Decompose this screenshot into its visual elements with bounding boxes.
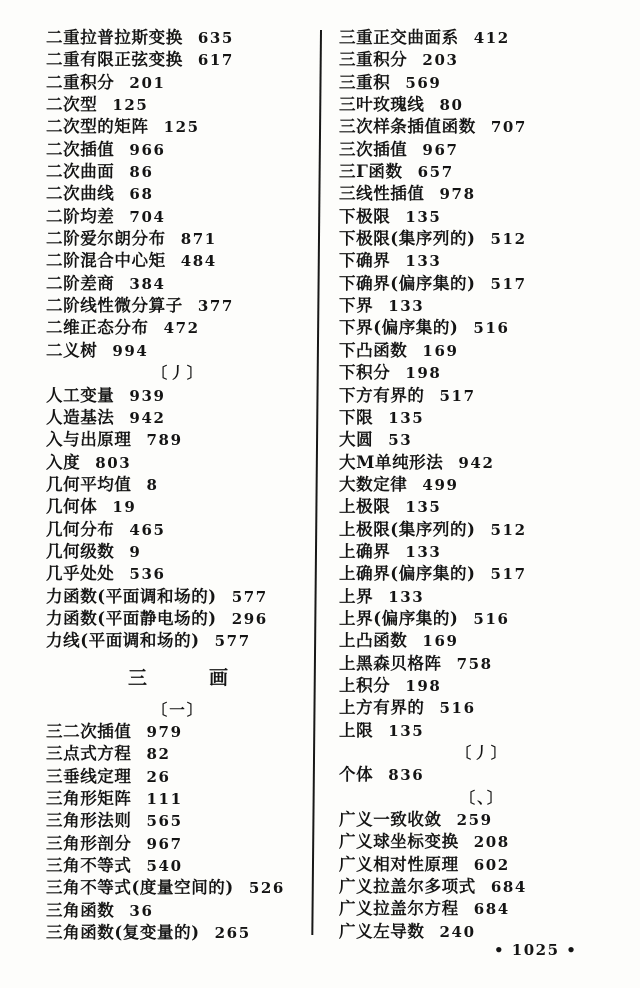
entry-page-number: 135 xyxy=(405,498,442,517)
index-entry xyxy=(339,697,625,719)
index-entry xyxy=(339,340,625,362)
entry-term: 下积分 xyxy=(339,363,391,383)
entry-term: 二阶爱尔朗分布 xyxy=(46,229,166,249)
entry-page-number: 577 xyxy=(214,632,251,651)
entry-term: 三角形矩阵 xyxy=(46,789,132,808)
index-entry xyxy=(339,474,625,496)
index-entry xyxy=(339,653,625,675)
entry-term: 三次插值 xyxy=(339,139,408,159)
index-entry xyxy=(46,27,310,49)
entry-page-number: 942 xyxy=(458,453,495,472)
index-entry xyxy=(46,116,310,138)
index-entry xyxy=(339,608,625,630)
entry-term: 大M单纯形法 xyxy=(339,452,444,472)
entry-term: 力线(平面调和场的) xyxy=(46,631,200,651)
index-entry xyxy=(46,94,310,116)
entry-term: 三Γ函数 xyxy=(339,162,403,182)
index-entry xyxy=(339,385,625,407)
index-entry xyxy=(339,630,625,652)
entry-page-number: 758 xyxy=(456,654,493,673)
index-entry xyxy=(46,743,310,765)
entry-term: 广义拉盖尔多项式 xyxy=(339,877,476,897)
entry-term: 二阶均差 xyxy=(46,206,115,226)
entry-term: 下确界 xyxy=(339,251,391,271)
index-entry xyxy=(339,429,625,451)
entry-page-number: 966 xyxy=(129,140,166,159)
index-entry xyxy=(339,720,625,742)
entry-page-number: 602 xyxy=(473,855,510,874)
entry-page-number: 133 xyxy=(388,587,425,606)
entry-term: 上黑森贝格阵 xyxy=(339,653,442,673)
entry-term: 下限 xyxy=(339,407,374,427)
entry-page-number: 265 xyxy=(214,924,251,943)
index-entry xyxy=(46,228,310,250)
entry-term: 几何平均值 xyxy=(46,474,132,494)
stroke-count-char: 三 xyxy=(127,666,147,689)
entry-page-number: 803 xyxy=(95,453,132,472)
column-divider-rule xyxy=(311,30,322,935)
index-entry xyxy=(46,317,310,339)
entry-term: 三角函数(复变量的) xyxy=(46,923,200,943)
entry-term: 三垂线定理 xyxy=(46,766,132,786)
entry-term: 大圆 xyxy=(339,430,374,450)
index-entry xyxy=(46,922,310,944)
index-entry xyxy=(46,49,310,71)
entry-term: 广义一致收敛 xyxy=(339,810,442,830)
index-entry xyxy=(339,72,625,94)
entry-page-number: 540 xyxy=(146,857,183,876)
entry-page-number: 536 xyxy=(129,565,166,584)
entry-page-number: 517 xyxy=(490,274,527,293)
entry-page-number: 19 xyxy=(112,498,137,517)
radical-section-header: 〔、〕 xyxy=(459,787,505,807)
entry-page-number: 125 xyxy=(163,118,200,137)
index-entry xyxy=(339,228,625,250)
index-entry xyxy=(339,295,625,317)
entry-page-number: 517 xyxy=(490,565,527,584)
entry-page-number: 133 xyxy=(405,542,442,561)
entry-page-number: 8 xyxy=(146,475,159,494)
entry-term: 二阶混合中心矩 xyxy=(46,251,166,271)
entry-term: 二维正态分布 xyxy=(46,318,149,338)
entry-page-number: 80 xyxy=(439,96,464,115)
index-entry xyxy=(339,764,625,786)
entry-page-number: 516 xyxy=(473,609,510,628)
entry-page-number: 517 xyxy=(439,386,476,405)
entry-page-number: 198 xyxy=(405,676,442,695)
entry-term: 上界(偏序集的) xyxy=(339,608,459,628)
index-entry xyxy=(46,407,310,429)
entry-page-number: 68 xyxy=(129,185,154,204)
index-entry xyxy=(339,273,625,295)
entry-term: 人造基法 xyxy=(46,407,115,427)
index-entry xyxy=(339,854,625,876)
entry-term: 上积分 xyxy=(339,675,391,695)
page-number: • 1025 • xyxy=(494,941,578,959)
index-entry xyxy=(339,27,625,49)
index-entry xyxy=(339,809,625,831)
entry-term: 几何体 xyxy=(46,497,98,517)
entry-page-number: 526 xyxy=(248,879,285,898)
entry-term: 力函数(平面静电场的) xyxy=(46,608,217,628)
entry-page-number: 135 xyxy=(388,408,425,427)
index-entry xyxy=(339,317,625,339)
entry-term: 下界 xyxy=(339,296,374,316)
index-entry xyxy=(339,675,625,697)
index-entry xyxy=(46,519,310,541)
entry-term: 上凸函数 xyxy=(339,631,408,651)
entry-page-number: 412 xyxy=(473,29,510,47)
entry-page-number: 871 xyxy=(180,230,217,249)
entry-page-number: 169 xyxy=(422,341,459,360)
index-entry xyxy=(339,563,625,585)
entry-term: 上限 xyxy=(339,720,374,740)
index-entry xyxy=(46,206,310,228)
entry-term: 二次型的矩阵 xyxy=(46,117,149,137)
entry-term: 二次插值 xyxy=(46,139,115,159)
index-entry xyxy=(339,586,625,608)
entry-term: 三角不等式 xyxy=(46,856,132,876)
index-entry xyxy=(46,139,310,161)
index-entry xyxy=(339,921,625,943)
stroke-count-heading xyxy=(46,653,310,699)
index-entry xyxy=(46,250,310,272)
entry-page-number: 979 xyxy=(146,722,183,741)
entry-page-number: 565 xyxy=(146,812,183,831)
entry-page-number: 472 xyxy=(163,319,200,338)
index-entry xyxy=(46,429,310,451)
index-entry xyxy=(339,407,625,429)
entry-page-number: 9 xyxy=(129,542,142,561)
entry-term: 力函数(平面调和场的) xyxy=(46,586,217,606)
entry-page-number: 939 xyxy=(129,386,166,405)
entry-term: 三角函数 xyxy=(46,900,115,920)
index-entry xyxy=(46,900,310,922)
entry-page-number: 208 xyxy=(473,833,510,852)
entry-term: 三线性插值 xyxy=(339,184,425,204)
entry-page-number: 125 xyxy=(112,96,149,115)
entry-page-number: 978 xyxy=(439,185,476,204)
index-entry xyxy=(339,139,625,161)
entry-term: 上极限(集序列的) xyxy=(339,519,476,539)
entry-page-number: 967 xyxy=(146,834,183,853)
entry-page-number: 836 xyxy=(388,766,425,785)
entry-term: 二重有限正弦变换 xyxy=(46,50,183,70)
index-entry xyxy=(46,273,310,295)
entry-term: 下确界(偏序集的) xyxy=(339,273,476,293)
index-entry xyxy=(46,810,310,832)
index-entry xyxy=(46,833,310,855)
entry-term: 三角形剖分 xyxy=(46,833,132,853)
entry-page-number: 512 xyxy=(490,520,527,539)
index-entry xyxy=(46,855,310,877)
index-entry xyxy=(339,116,625,138)
entry-term: 上界 xyxy=(339,586,374,606)
entry-term: 广义左导数 xyxy=(339,921,425,941)
entry-term: 几何分布 xyxy=(46,519,115,539)
entry-page-number: 635 xyxy=(197,29,234,47)
index-entry xyxy=(339,161,625,183)
entry-term: 下极限(集序列的) xyxy=(339,229,476,249)
entry-page-number: 240 xyxy=(439,922,476,941)
entry-page-number: 512 xyxy=(490,230,527,249)
index-entry xyxy=(46,340,310,362)
entry-term: 二阶差商 xyxy=(46,273,115,293)
entry-page-number: 135 xyxy=(405,207,442,226)
entry-page-number: 967 xyxy=(422,140,459,159)
entry-page-number: 135 xyxy=(388,721,425,740)
entry-term: 人工变量 xyxy=(46,385,115,405)
index-entry xyxy=(46,474,310,496)
index-entry xyxy=(46,72,310,94)
entry-page-number: 296 xyxy=(231,609,268,628)
entry-term: 三重积 xyxy=(339,72,391,92)
index-entry xyxy=(46,563,310,585)
index-entry xyxy=(339,206,625,228)
index-entry xyxy=(46,877,310,899)
index-entry xyxy=(339,541,625,563)
entry-term: 三重积分 xyxy=(339,50,408,70)
radical-section-header: 〔丿〕 xyxy=(151,363,205,383)
entry-term: 下凸函数 xyxy=(339,340,408,360)
index-column-left xyxy=(46,27,310,944)
entry-page-number: 684 xyxy=(490,878,527,897)
entry-page-number: 259 xyxy=(456,811,493,830)
index-entry xyxy=(46,586,310,608)
entry-page-number: 516 xyxy=(439,699,476,718)
entry-term: 上极限 xyxy=(339,497,391,517)
entry-page-number: 657 xyxy=(417,163,454,182)
entry-page-number: 617 xyxy=(197,51,234,70)
index-entry xyxy=(339,831,625,853)
entry-term: 二义树 xyxy=(46,340,98,360)
entry-term: 二次曲面 xyxy=(46,162,115,182)
index-entry xyxy=(46,721,310,743)
index-entry xyxy=(46,183,310,205)
entry-page-number: 569 xyxy=(405,73,442,92)
index-entry xyxy=(339,362,625,384)
stroke-count-char: 画 xyxy=(209,666,229,689)
entry-term: 下界(偏序集的) xyxy=(339,318,459,338)
index-entry xyxy=(46,766,310,788)
index-entry xyxy=(46,452,310,474)
index-entry xyxy=(46,541,310,563)
entry-term: 三叶玫瑰线 xyxy=(339,95,425,115)
entry-page-number: 133 xyxy=(388,297,425,316)
entry-page-number: 516 xyxy=(473,319,510,338)
index-entry xyxy=(46,788,310,810)
entry-page-number: 82 xyxy=(146,745,171,764)
index-entry xyxy=(339,898,625,920)
index-entry xyxy=(339,250,625,272)
entry-page-number: 36 xyxy=(129,901,154,920)
entry-page-number: 198 xyxy=(405,364,442,383)
index-entry xyxy=(339,496,625,518)
entry-page-number: 203 xyxy=(422,51,459,70)
entry-page-number: 484 xyxy=(180,252,217,271)
entry-term: 广义球坐标变换 xyxy=(339,832,459,852)
entry-term: 几乎处处 xyxy=(46,564,115,584)
index-entry xyxy=(46,496,310,518)
index-entry xyxy=(339,519,625,541)
entry-term: 上确界 xyxy=(339,541,391,561)
entry-term: 三重正交曲面系 xyxy=(339,28,459,47)
index-entry xyxy=(339,183,625,205)
entry-page-number: 169 xyxy=(422,632,459,651)
entry-page-number: 684 xyxy=(473,900,510,919)
entry-page-number: 86 xyxy=(129,163,154,182)
entry-page-number: 26 xyxy=(146,767,171,786)
radical-section-header: 〔丿〕 xyxy=(455,743,509,762)
entry-page-number: 704 xyxy=(129,207,166,226)
entry-page-number: 577 xyxy=(231,587,268,606)
entry-term: 入与出原理 xyxy=(46,430,132,450)
index-entry xyxy=(339,452,625,474)
index-entry xyxy=(339,94,625,116)
entry-page-number: 499 xyxy=(422,475,459,494)
radical-section-header: 〔一〕 xyxy=(151,699,205,719)
entry-term: 广义相对性原理 xyxy=(339,854,459,874)
index-entry xyxy=(339,876,625,898)
index-entry xyxy=(46,630,310,652)
index-entry xyxy=(46,385,310,407)
entry-term: 二次型 xyxy=(46,95,98,115)
entry-term: 上方有界的 xyxy=(339,698,425,718)
entry-term: 三次样条插值函数 xyxy=(339,117,476,137)
entry-page-number: 133 xyxy=(405,252,442,271)
entry-page-number: 377 xyxy=(197,297,234,316)
entry-page-number: 942 xyxy=(129,408,166,427)
entry-term: 二次曲线 xyxy=(46,184,115,204)
index-entry xyxy=(339,49,625,71)
entry-term: 入度 xyxy=(46,452,81,472)
entry-page-number: 789 xyxy=(146,431,183,450)
entry-page-number: 465 xyxy=(129,520,166,539)
entry-page-number: 111 xyxy=(146,790,183,808)
entry-term: 二重拉普拉斯变换 xyxy=(46,28,183,47)
entry-term: 三角不等式(度量空间的) xyxy=(46,878,234,898)
entry-page-number: 707 xyxy=(490,118,527,137)
entry-term: 三二次插值 xyxy=(46,721,132,741)
entry-term: 二重积分 xyxy=(46,72,115,92)
entry-page-number: 53 xyxy=(388,431,413,450)
entry-page-number: 384 xyxy=(129,274,166,293)
index-column-right xyxy=(339,27,625,943)
entry-page-number: 201 xyxy=(129,73,166,92)
index-entry xyxy=(46,161,310,183)
index-entry xyxy=(46,608,310,630)
entry-term: 上确界(偏序集的) xyxy=(339,564,476,584)
entry-term: 几何级数 xyxy=(46,541,115,561)
entry-term: 二阶线性微分算子 xyxy=(46,296,183,316)
entry-term: 大数定律 xyxy=(339,474,408,494)
entry-term: 下方有界的 xyxy=(339,385,425,405)
entry-term: 三点式方程 xyxy=(46,744,132,764)
entry-term: 广义拉盖尔方程 xyxy=(339,899,459,919)
entry-term: 个体 xyxy=(339,765,374,785)
entry-term: 三角形法则 xyxy=(46,811,132,831)
entry-term: 下极限 xyxy=(339,206,391,226)
entry-page-number: 994 xyxy=(112,341,149,360)
index-entry xyxy=(46,295,310,317)
